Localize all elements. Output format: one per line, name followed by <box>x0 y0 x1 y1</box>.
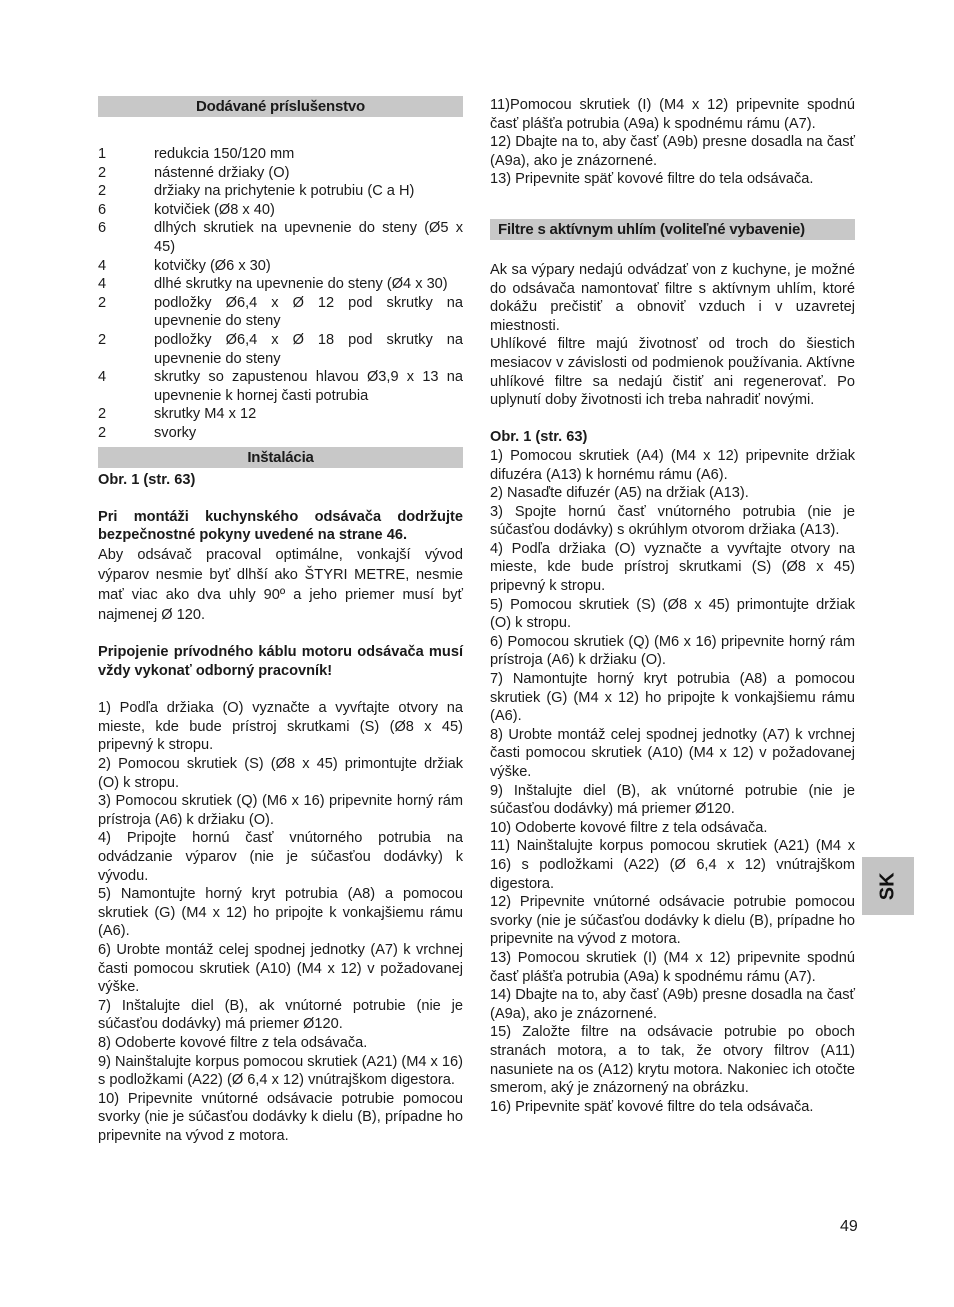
accessory-row <box>98 405 463 424</box>
installation-step: 11)Pomocou skrutiek (I) (M4 x 12) pripevnite spodnú časť plášťa potrubia (A9a) k spodnému rámu (A7). <box>490 97 855 132</box>
carbon-figure-ref: Obr. 1 (str. 63) <box>490 429 588 446</box>
carbon-intro: Ak sa výpary nedajú odvádzať von z kuchyne, je možné do odsávača namontovať filtre s aktívnym uhlím, ktoré dokážu prečistiť a obnoviť vzduch i v uzavretej miestnosti. <box>490 261 855 334</box>
accessory-desc: držiaky na prichytenie k potrubiu (C a H) <box>154 183 415 200</box>
accessory-row <box>98 331 463 368</box>
duct-requirements: Aby odsávač pracoval optimálne, vonkajší vývod výparov nesmie byť dlhší ako ŠTYRI METRE, nesmie mať viac ako dva uhly 90º a jeho priemer musí byť najmenej Ø 120. <box>98 546 463 623</box>
installation-figure-ref: Obr. 1 (str. 63) <box>98 471 196 488</box>
accessory-desc: kotvičiek (Ø8 x 40) <box>154 201 275 218</box>
carbon-filter-heading: Filtre s aktívnym uhlím (voliteľné vybavenie) <box>490 219 855 240</box>
installation-step: 9) Nainštalujte korpus pomocou skrutiek (A21) (M4 x 16) s podložkami (A22) (Ø 6,4 x 12) vnútrajškom digestora. <box>98 1053 463 1089</box>
accessory-qty: 2 <box>98 183 107 200</box>
installation-step: 2) Pomocou skrutiek (S) (Ø8 x 45) primontujte držiak (O) k stropu. <box>98 756 463 791</box>
carbon-step: 13) Pomocou skrutiek (I) (M4 x 12) pripevnite spodnú časť plášťa potrubia (A9a) k spodnému rámu (A7). <box>490 949 855 985</box>
installation-steps <box>98 699 463 1145</box>
installation-step: 3) Pomocou skrutiek (Q) (M6 x 16) pripevnite horný rám prístroja (A6) k držiaku (O). <box>98 793 463 828</box>
carbon-step: 11) Nainštalujte korpus pomocou skrutiek (A21) (M4 x 16) s podložkami (A22) (Ø 6,4 x 12) vnútrajškom digestora. <box>490 838 855 892</box>
accessory-qty: 6 <box>98 220 107 237</box>
page-number: 49 <box>840 1218 858 1235</box>
accessory-row <box>98 201 463 220</box>
carbon-step: 8) Urobte montáž celej spodnej jednotky (A7) k vrchnej časti pomocou skrutiek (A10) (M4 x 12) v požadovanej výške. <box>490 726 855 780</box>
accessory-row <box>98 219 463 256</box>
accessory-qty: 4 <box>98 276 107 293</box>
accessory-row <box>98 294 463 331</box>
cable-warning: Pripojenie prívodného káblu motoru odsávača musí vždy vykonať odborný pracovník! <box>98 644 463 680</box>
accessory-row <box>98 164 463 183</box>
carbon-step: 15) Založte filtre na odsávacie potrubie po oboch stranách motora, a to tak, že otvory filtrov (A11) nasuniete na os (A12) krytu motora. Nakoniec ich otočte smerom, aký je znázornený na obrázku. <box>490 1024 855 1097</box>
accessories-heading: Dodávané príslušenstvo <box>98 96 463 117</box>
carbon-step: 9) Inštalujte diel (B), ak vnútorné potrubie (nie je súčasťou dodávky) má priemer Ø120. <box>490 782 855 818</box>
language-tab <box>862 857 914 915</box>
accessory-desc: skrutky so zapustenou hlavou Ø3,9 x 13 na upevnenie k hornej časti potrubia <box>154 369 463 404</box>
carbon-step: 3) Spojte hornú časť vnútorného potrubia (nie je súčasťou dodávky) s okrúhlym otvorom držiaka (A13). <box>490 503 855 539</box>
accessory-row <box>98 257 463 276</box>
carbon-step: 12) Pripevnite vnútorné odsávacie potrubie pomocou svorky (nie je súčasťou dodávky k dielu (B), prípadne ho pripevnite na vývod z motora. <box>490 894 855 948</box>
accessory-qty: 4 <box>98 257 107 274</box>
installation-heading: Inštalácia <box>98 447 463 468</box>
accessory-desc: redukcia 150/120 mm <box>154 146 295 162</box>
installation-step: 10) Pripevnite vnútorné odsávacie potrubie pomocou svorky (nie je súčasťou dodávky k dielu (B), prípadne ho pripevnite na vývod z motora. <box>98 1090 463 1144</box>
accessory-desc: podložky Ø6,4 x Ø 12 pod skrutky na upevnenie do steny <box>154 294 463 330</box>
accessory-desc: skrutky M4 x 12 <box>154 406 257 423</box>
carbon-step: 2) Nasaďte difuzér (A5) na držiak (A13). <box>490 485 749 502</box>
language-tab-label: SK <box>876 872 899 900</box>
accessory-row <box>98 145 463 164</box>
accessory-desc: dlhých skrutiek na upevnenie do steny (Ø5 x 45) <box>154 220 463 255</box>
installation-steps-continued <box>490 96 855 189</box>
carbon-lifetime: Uhlíkové filtre majú životnosť od troch do šiestich mesiacov v závislosti od podmienok používania. Aktívne uhlíkové filtre sa nedajú čistiť ani regenerovať. Po uplynutí doby životnosti ich treba nahradiť novými. <box>490 336 855 409</box>
accessory-desc: nástenné držiaky (O) <box>154 164 290 181</box>
accessory-desc: dlhé skrutky na upevnenie do steny (Ø4 x 30) <box>154 276 448 293</box>
carbon-step: 4) Podľa držiaka (O) vyznačte a vyvŕtajte otvory na mieste, kde bude prístroj skrutkami (S) (Ø8 x 45) pripevný k stropu. <box>490 540 855 595</box>
carbon-step: 10) Odoberte kovové filtre z tela odsávača. <box>490 819 768 836</box>
accessory-qty: 2 <box>98 331 107 348</box>
left-column <box>98 96 463 1146</box>
accessory-qty: 2 <box>98 406 107 423</box>
installation-step: 13) Pripevnite späť kovové filtre do tela odsávača. <box>490 171 814 188</box>
installation-step: 5) Namontujte horný kryt potrubia (A8) a pomocou skrutiek (G) (M4 x 12) ho pripojte k vonkajšiemu rámu (A6). <box>98 886 463 940</box>
accessory-qty: 6 <box>98 201 107 218</box>
accessories-list <box>98 145 463 443</box>
installation-step: 4) Pripojte hornú časť vnútorného potrubia na odvádzanie výparov (nie je súčasťou dodávky) k vývodu. <box>98 830 463 884</box>
accessory-qty: 1 <box>98 146 107 162</box>
accessory-desc: podložky Ø6,4 x Ø 18 pod skrutky na upevnenie do steny <box>154 331 463 367</box>
accessory-desc: svorky <box>154 424 197 441</box>
carbon-step: 6) Pomocou skrutiek (Q) (M6 x 16) pripevnite horný rám prístroja (A6) k držiaku (O). <box>490 633 855 669</box>
accessory-qty: 2 <box>98 294 107 311</box>
accessory-row <box>98 275 463 294</box>
carbon-steps <box>490 447 855 1116</box>
installation-step: 1) Podľa držiaka (O) vyznačte a vyvŕtajte otvory na mieste, kde bude prístroj skrutkami (S) (Ø8 x 45) pripevný k stropu. <box>98 700 463 754</box>
carbon-step: 16) Pripevnite späť kovové filtre do tela odsávača. <box>490 1098 814 1115</box>
carbon-step: 7) Namontujte horný kryt potrubia (A8) a pomocou skrutiek (G) (M4 x 12) ho pripojte k vonkajšiemu rámu (A6). <box>490 671 855 725</box>
installation-step: 6) Urobte montáž celej spodnej jednotky (A7) k vrchnej časti pomocou skrutiek (A10) (M4 x 12) v požadovanej výške. <box>98 941 463 996</box>
carbon-step: 1) Pomocou skrutiek (A4) (M4 x 12) pripevnite držiak difuzéra (A13) k hornému rámu (A6). <box>490 447 855 483</box>
installation-step: 7) Inštalujte diel (B), ak vnútorné potrubie (nie je súčasťou dodávky) má priemer Ø120. <box>98 997 463 1033</box>
accessory-row <box>98 424 463 443</box>
installation-step: 12) Dbajte na to, aby časť (A9b) presne dosadla na časť (A9a), ako je znázornené. <box>490 134 855 169</box>
accessory-row <box>98 182 463 201</box>
accessory-desc: kotvičky (Ø6 x 30) <box>154 257 271 274</box>
accessory-qty: 4 <box>98 369 107 386</box>
right-column <box>490 96 855 1116</box>
carbon-step: 14) Dbajte na to, aby časť (A9b) presne dosadla na časť (A9a), ako je znázornené. <box>490 987 855 1022</box>
accessory-qty: 2 <box>98 164 107 181</box>
installation-step: 8) Odoberte kovové filtre z tela odsávača. <box>98 1034 368 1051</box>
carbon-step: 5) Pomocou skrutiek (S) (Ø8 x 45) primontujte držiak (O) k stropu. <box>490 596 855 632</box>
accessory-qty: 2 <box>98 424 107 441</box>
accessory-row <box>98 368 463 405</box>
safety-note: Pri montáži kuchynského odsávača dodržujte bezpečnostné pokyny uvedené na strane 46. <box>98 508 463 544</box>
